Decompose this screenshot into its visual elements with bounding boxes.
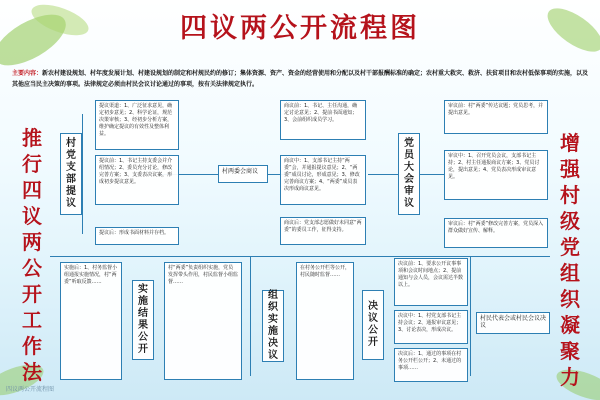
intro-label: 主要内容： <box>12 70 43 77</box>
connector-line <box>82 114 83 234</box>
resolution-meeting-box: 决议中：1、村党支部书记主持会议；2、通报审议意见；3、讨论表决，形成决议。 <box>394 310 468 344</box>
intro-body: 新农村建设规划、村年度发展计划、村建设规划的制定和村规民约的修订；集体资源、资产、资金的经营使用和分配以及村干部报酬标准的确定；农村重大救灾、救济、扶贫项目和农村低保事项的实施，以及其他应当民主决策的事项。法律规定必须由村民会议讨论通过的事项，按有关法律规定执行。 <box>12 70 589 88</box>
left-slogan: 推行四议两公开工作法 <box>22 126 42 384</box>
discuss-notice-box: 商议前：1、书记、主任沟通，确定讨论意见；2、提前书面通知；3、会前组织成员学习。 <box>280 100 366 140</box>
review-before-box: 审议前：村“两委”传达议题；党员思考，并提出意见。 <box>444 100 548 134</box>
implement-public-box: 实施后：1、村务监督小组通报实施情况，村“两委”听取反馈…… <box>60 262 122 380</box>
proposal-form-box: 提议后：形成书面材料并存档。 <box>95 227 179 245</box>
resolution-after-box: 决议后：1、通过的事项在村务公开栏公开；2、未通过的事项…… <box>394 348 468 382</box>
review-after-box: 审议后：村“两委”修改完善方案，党员深入群众做好宣传、解释。 <box>444 218 548 248</box>
discuss-meeting-box: 商议中：1、支部书记主持“两委”会，并通报提议意见；2、“两委”成员讨论，形成意见；3、修改完善商议方案；4、“两委”成员表决形成商议意见。 <box>280 155 366 205</box>
stage-two-committees-discuss: 村两委会商议 <box>218 165 268 183</box>
intro-text <box>12 68 590 90</box>
stage-assembly-resolution: 村民代表会或村民会议决议 <box>476 312 550 334</box>
stage-implement-results: 实施结果公开 <box>132 280 154 360</box>
stage-village-branch-proposal: 村党支部提议 <box>60 133 82 215</box>
stage-party-member-review: 党员大会审议 <box>398 133 420 215</box>
assembly-box: 在村务公开栏等公开，村民随时监督…… <box>296 262 354 380</box>
organize-steps-box: 村“两委”负责组织实施，党员发挥带头作用，村民监督小组监督…… <box>164 262 242 380</box>
discuss-after-box: 商议后：党支部志愿做好未同意“两委”的委员工作，征得支持。 <box>280 217 366 245</box>
connector-line <box>470 256 471 376</box>
right-slogan: 增强村级党组织凝聚力 <box>560 131 580 389</box>
connector-line <box>50 256 550 257</box>
watermark: 四议两公开流程图 <box>6 386 55 393</box>
connector-line <box>250 256 251 376</box>
resolution-before-box: 决议前：1、要求公开议事事项和会议时间地点；2、提前通知与会人员，会议需达半数以上。 <box>394 258 468 306</box>
proposal-content-box: 提议前：1、书记主持支委会并介绍情况；2、委员充分讨论，修改完善方案；3、支委表决议案，形成初步提议意见。 <box>95 155 179 205</box>
connector-line <box>420 174 444 175</box>
review-meeting-box: 审议中：1、召开党员会议，支部书记主持；2、村主任通报商议方案；3、党员讨论，提出意见；4、党员表决形成审议意见。 <box>444 150 548 200</box>
stage-resolution-public: 决议公开 <box>362 290 384 360</box>
stage-organize-implement: 组织实施决议 <box>262 290 284 362</box>
connector-line <box>368 174 398 175</box>
proposal-ways-box: 提议渠道：1、广泛征求意见，确定初步意见；2、科学论证，规范决策审核；3、经初步分析方案，维护确定提议的有效性及整体利益。 <box>95 100 179 150</box>
page-title: 四议两公开流程图 <box>180 13 420 44</box>
